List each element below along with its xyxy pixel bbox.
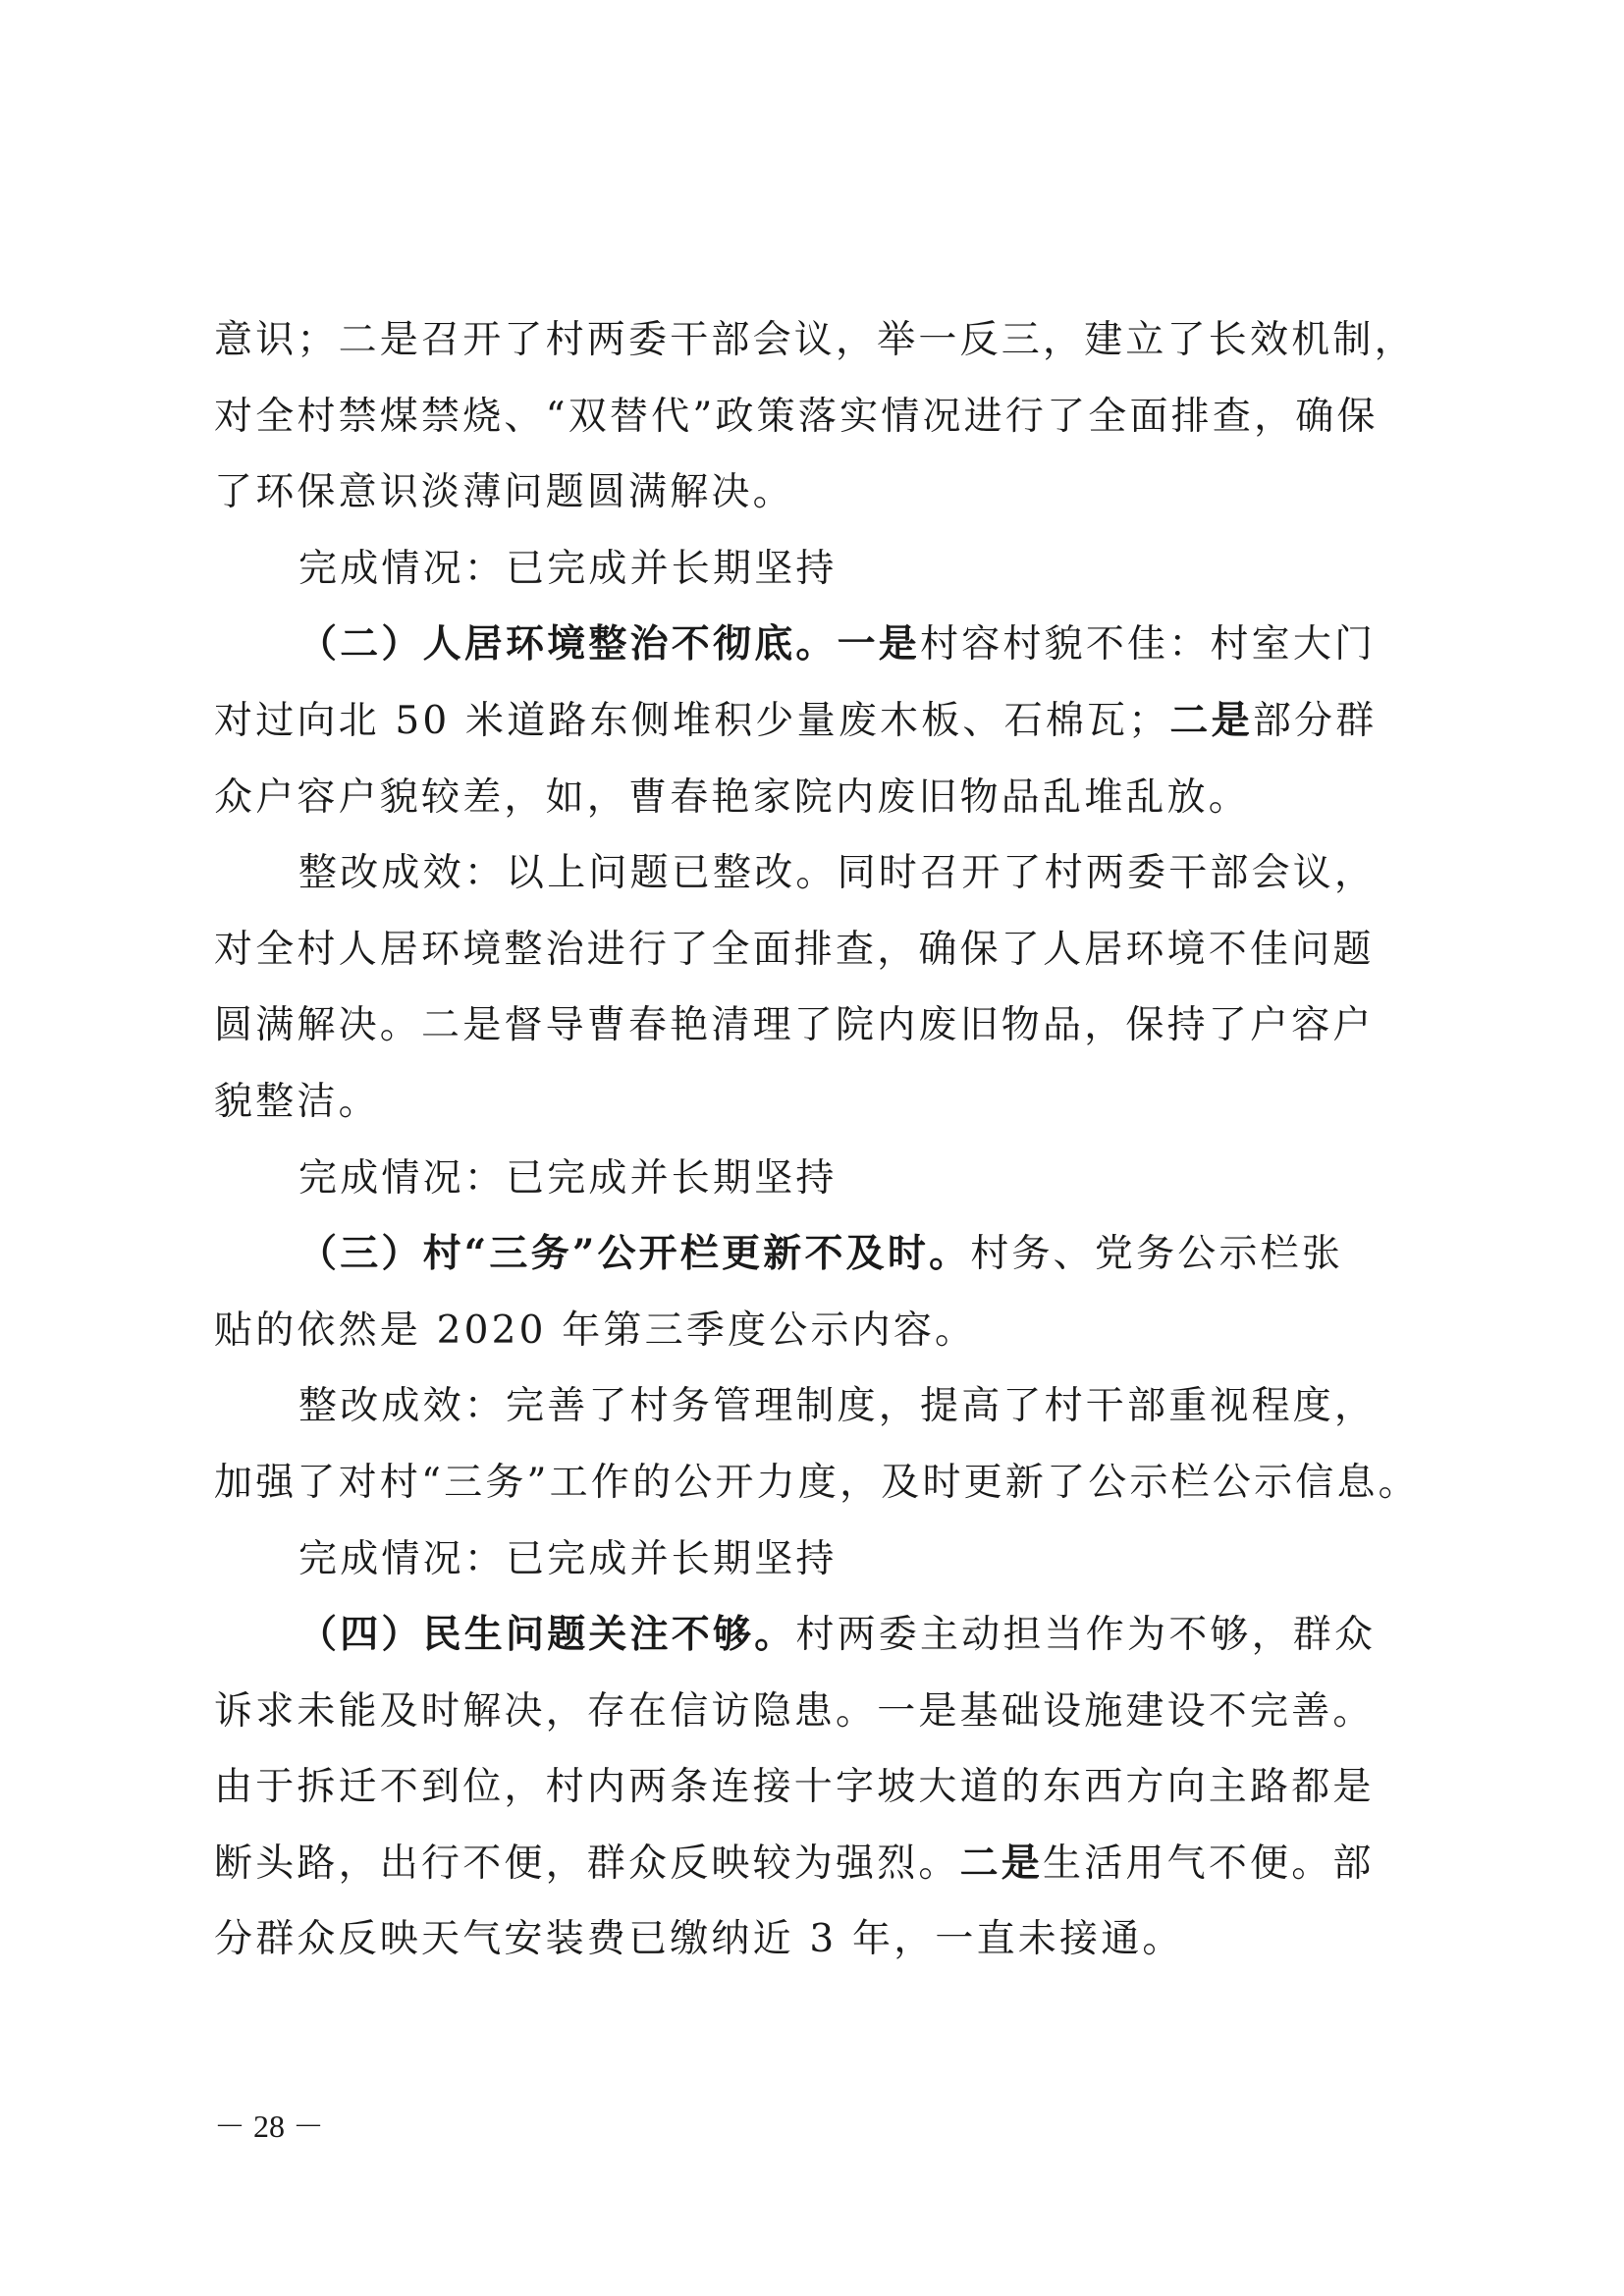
text-line [214, 607, 1432, 683]
text-segment: 整改成效：以上问题已整改。同时召开了村两委干部会议， [298, 851, 1377, 896]
text-line [214, 1749, 1432, 1826]
text-segment: 完成情况：已完成并长期坚持 [298, 1536, 838, 1581]
text-segment: 生活用气不便。部 [1043, 1841, 1375, 1886]
text-line [214, 683, 1432, 760]
text-segment: 村务、党务公示栏张 [970, 1232, 1344, 1277]
text-line [214, 1216, 1432, 1293]
text-line [214, 1826, 1432, 1902]
text-segment: 贴的依然是 2020 年第三季度公示内容。 [214, 1308, 977, 1353]
text-segment: 断头路，出行不便，群众反映较为强烈。 [214, 1841, 960, 1886]
text-segment: 完成情况：已完成并长期坚持 [298, 1155, 838, 1201]
text-line [214, 1141, 1432, 1217]
text-segment: 加强了对村“三务”工作的公开力度，及时更新了公示栏公示信息。 [214, 1460, 1420, 1505]
text-line [214, 1597, 1432, 1674]
bold-text-segment: 二是 [1169, 697, 1253, 743]
bold-text-segment: 二是 [959, 1840, 1044, 1886]
text-line [214, 1293, 1432, 1369]
text-segment: 完成情况：已完成并长期坚持 [298, 546, 838, 591]
text-segment: 了环保意识淡薄问题圆满解决。 [214, 470, 794, 515]
page-number: － 28 － [214, 2109, 325, 2144]
text-line [214, 1901, 1432, 1978]
text-segment: 对过向北 50 米道路东侧堆积少量废木板、石棉瓦； [214, 698, 1170, 743]
text-line [214, 1368, 1432, 1445]
text-segment: 诉求未能及时解决，存在信访隐患。一是基础设施建设不完善。 [214, 1688, 1375, 1734]
text-line [214, 760, 1432, 836]
text-line [214, 988, 1432, 1064]
text-line [214, 1522, 1432, 1598]
text-segment: 整改成效：完善了村务管理制度，提高了村干部重视程度， [298, 1384, 1377, 1429]
text-line [214, 454, 1432, 531]
text-line [214, 1674, 1432, 1750]
text-segment: 部分群 [1252, 698, 1378, 743]
text-line [214, 835, 1432, 912]
text-segment: 众户容户貌较差，如，曹春艳家院内废旧物品乱堆乱放。 [214, 774, 1251, 820]
bold-text-segment: （三）村“三务”公开栏更新不及时。 [298, 1231, 971, 1277]
text-segment: 对全村禁煤禁烧、“双替代”政策落实情况进行了全面排查，确保 [214, 394, 1379, 439]
text-segment: 对全村人居环境整治进行了全面排查，确保了人居环境不佳问题 [214, 927, 1375, 972]
text-line [214, 912, 1432, 988]
text-segment: 圆满解决。二是督导曹春艳清理了院内废旧物品，保持了户容户 [214, 1003, 1375, 1048]
text-segment: 貌整洁。 [214, 1079, 380, 1124]
text-line [214, 531, 1432, 608]
text-line [214, 379, 1432, 455]
text-line [214, 1064, 1432, 1141]
text-segment: 分群众反映天气安装费已缴纳近 3 年，一直未接通。 [214, 1917, 1184, 1962]
bold-text-segment: （四）民生问题关注不够。 [298, 1612, 796, 1658]
bold-text-segment: （二）人居环境整治不彻底。一是 [298, 621, 921, 667]
text-line [214, 1445, 1432, 1522]
text-segment: 意识；二是召开了村两委干部会议，举一反三，建立了长效机制， [214, 318, 1416, 362]
text-segment: 村两委主动担当作为不够，群众 [795, 1613, 1377, 1658]
text-line [214, 302, 1432, 379]
text-segment: 村容村貌不佳：村室大门 [920, 622, 1377, 667]
body-text [214, 302, 1432, 1978]
text-segment: 由于拆迁不到位，村内两条连接十字坡大道的东西方向主路都是 [214, 1765, 1375, 1810]
